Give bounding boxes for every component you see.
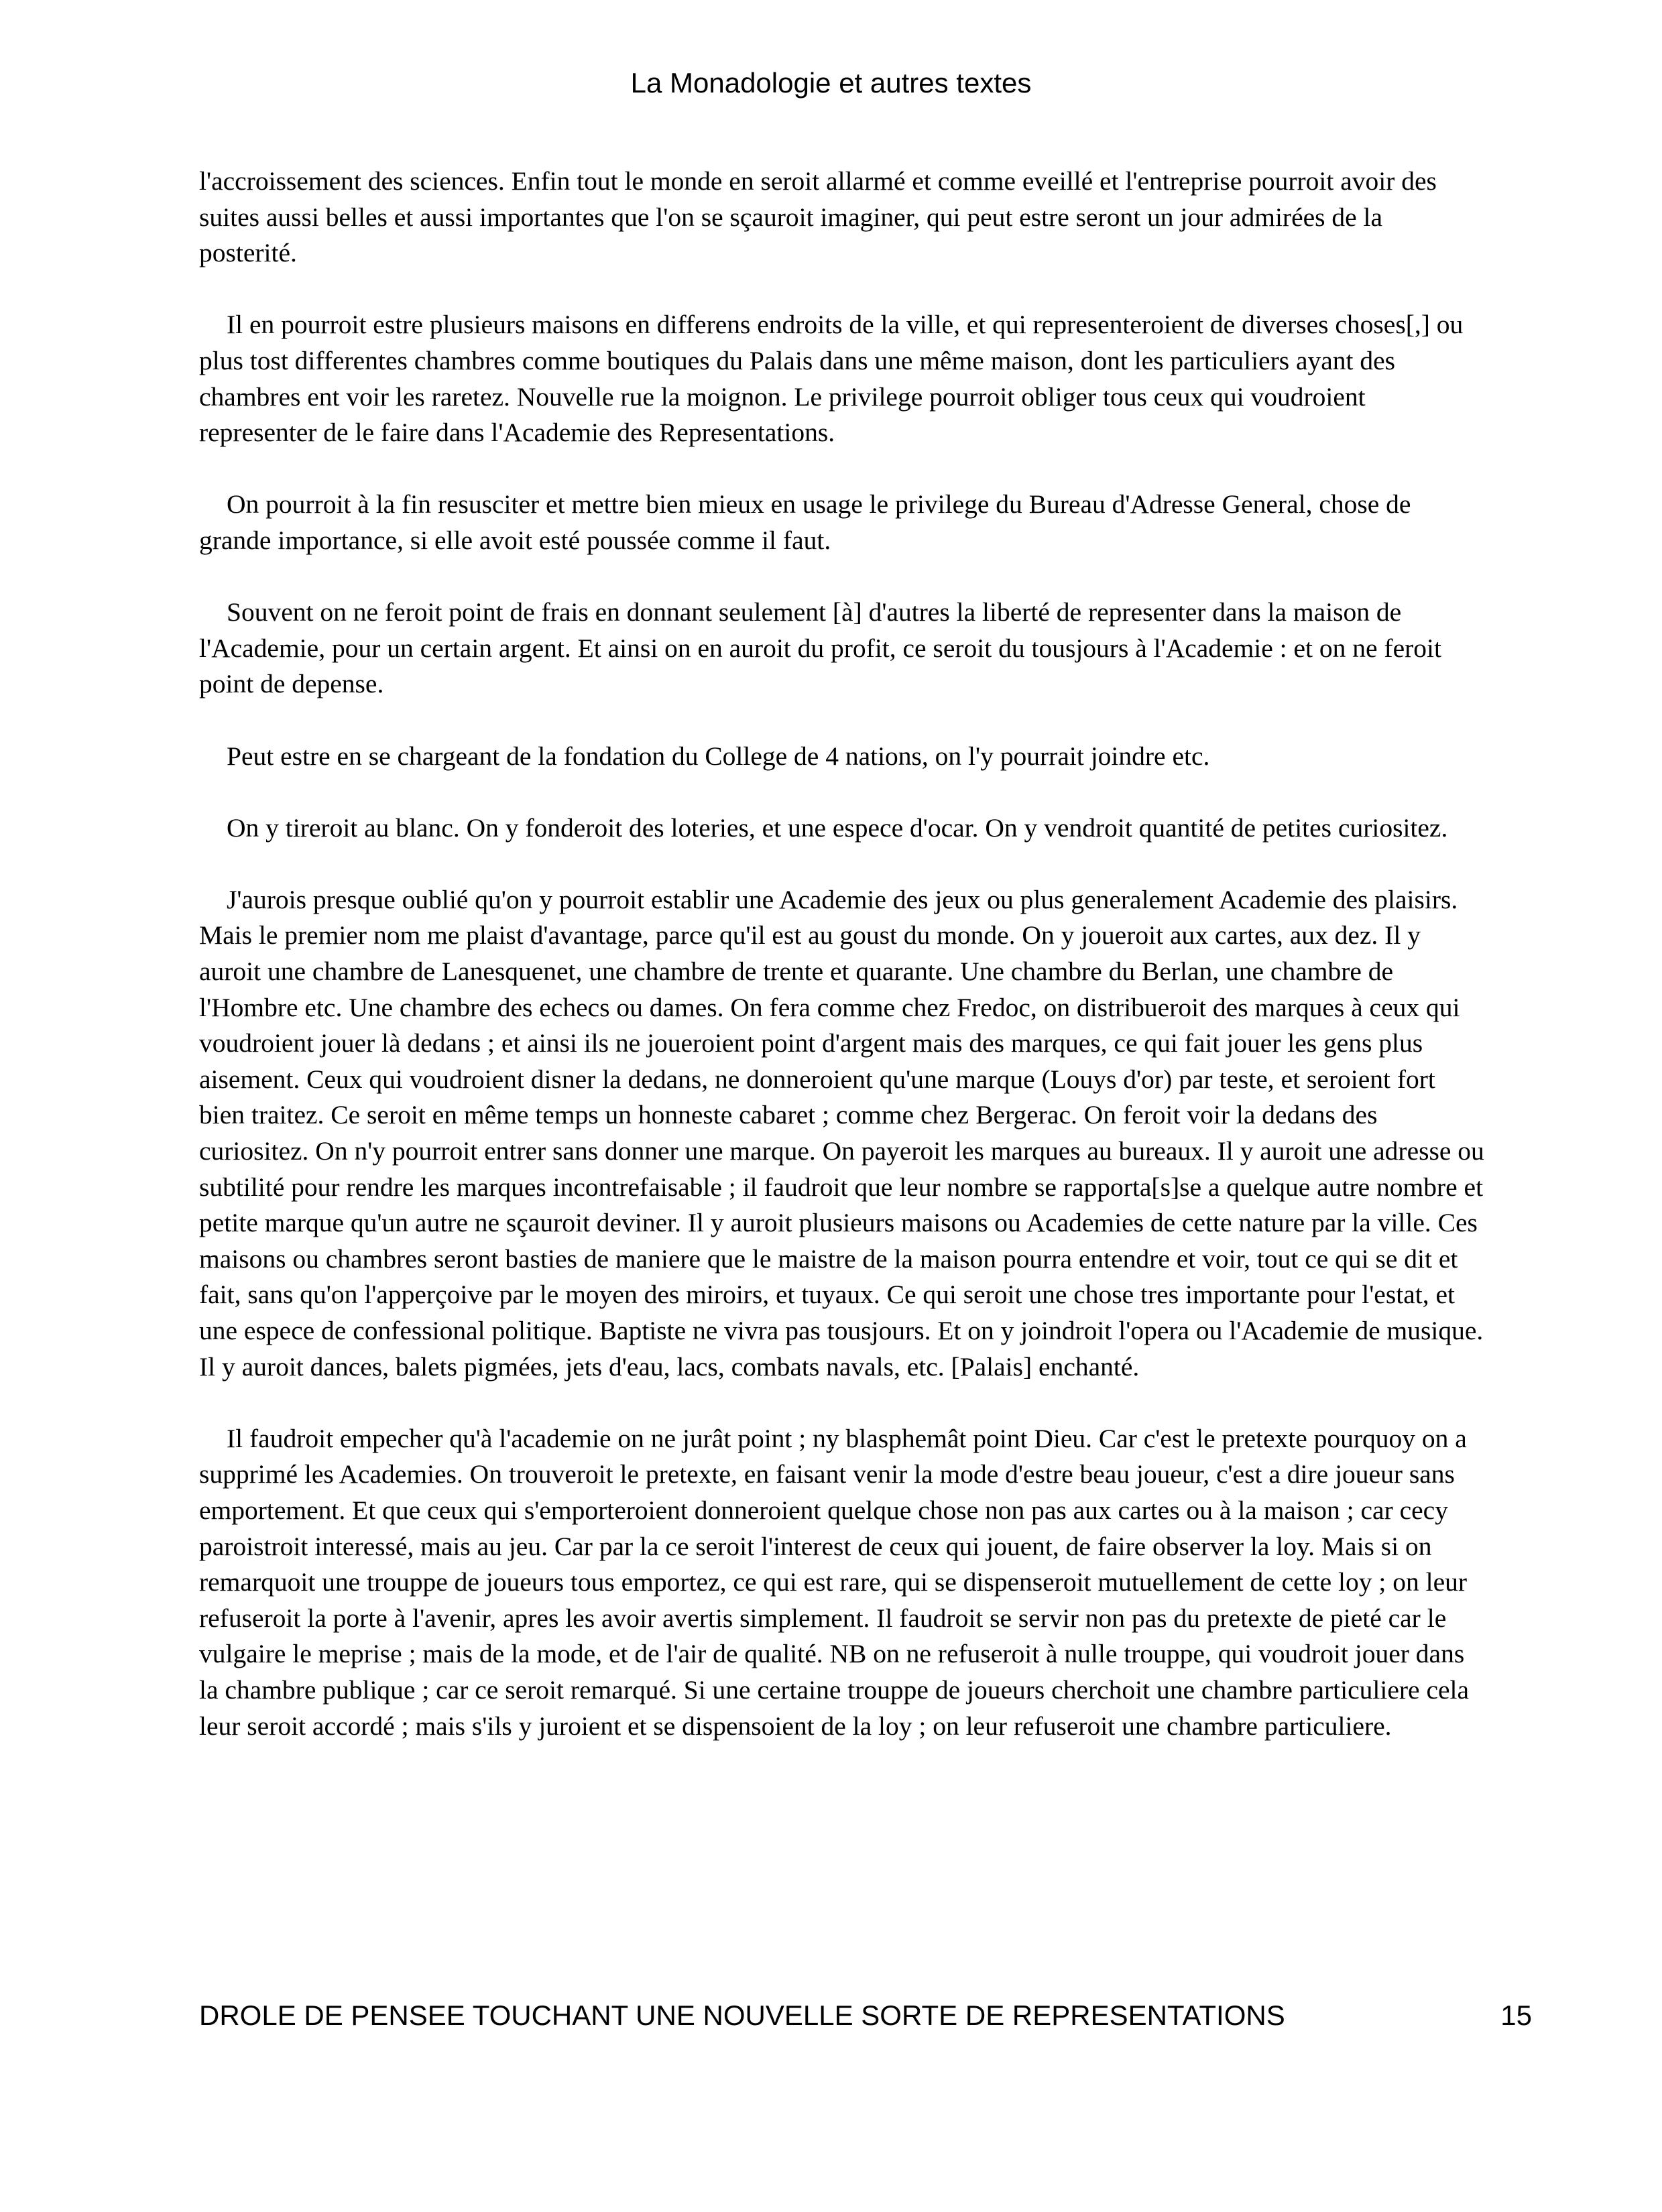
page-number: 15 — [1500, 2000, 1532, 2031]
paragraph-1: l'accroissement des sciences. Enfin tout le monde en seroit allarmé et comme eveillé et l'entreprise pourroit avoir des suites aussi belles et aussi importantes que l'on se sçauroit imaginer, qui peut estre seront un jour admirées de la posterité. — [199, 166, 1437, 268]
paragraph-8: Il faudroit empecher qu'à l'academie on ne jurât point ; ny blasphemât point Dieu. Car c'est le pretexte pourquoy on a supprimé les Academies. On trouveroit le pretexte, en faisant venir la mode d'estre beau joueur, c'est a dire joueur sans emportement. Et que ceux qui s'emporteroient donneroient quelque chose non pas aux cartes ou à la maison ; car cecy paroistroit interessé, mais au jeu. Car par la ce seroit l'interest de ceux qui jouent, de faire observer la loy. Mais si on remarquoit une trouppe de joueurs tous emportez, ce qui est rare, qui se dispenseroit mutuellement de cette loy ; on leur refuseroit la porte à l'avenir, apres les avoir avertis simplement. Il faudroit se servir non pas du pretexte de pieté car le vulgaire le meprise ; mais de la mode, et de l'air de qualité. NB on ne refuseroit à nulle trouppe, qui voudroit jouer dans la chambre publique ; car ce seroit remarqué. Si une certaine trouppe de joueurs cherchoit une chambre particuliere cela leur seroit accordé ; mais s'ils y juroient et se dispensoient de la loy ; on leur refuseroit une chambre particuliere. — [199, 1423, 1470, 1741]
book-title: La Monadologie et autres textes — [630, 67, 1032, 99]
body-text — [199, 164, 1485, 1780]
paragraph-4: Souvent on ne feroit point de frais en donnant seulement [à] d'autres la liberté de representer dans la maison de l'Academie, pour un certain argent. Et ainsi on en auroit du profit, ce seroit du tousjours à l'Academie : et on ne feroit point de depense. — [199, 597, 1441, 699]
paragraph-6: On y tireroit au blanc. On y fonderoit des loteries, et une espece d'ocar. On y vendroit quantité de petites curiositez. — [227, 812, 1448, 843]
paragraph-3: On pourroit à la fin resusciter et mettre bien mieux en usage le privilege du Bureau d'Adresse General, chose de grande importance, si elle avoit esté poussée comme il faut. — [199, 489, 1411, 555]
paragraph-5: Peut estre en se chargeant de la fondation du College de 4 nations, on l'y pourrait joindre etc. — [227, 741, 1210, 771]
paragraph-7: J'aurois presque oublié qu'on y pourroit establir une Academie des jeux ou plus generalement Academie des plaisirs. Mais le premier nom me plaist d'avantage, parce qu'il est au goust du monde. On y joueroit aux cartes, aux dez. Il y auroit une chambre de Lanesquenet, une chambre de trente et quarante. Une chambre du Berlan, une chambre de l'Hombre etc. Une chambre des echecs ou dames. On fera comme chez Fredoc, on distribueroit des marques à ceux qui voudroient jouer là dedans ; et ainsi ils ne joueroient point d'argent mais des marques, ce qui fait jouer les gens plus aisement. Ceux qui voudroient disner la dedans, ne donneroient qu'une marque (Louys d'or) par teste, et seroient fort bien traitez. Ce seroit en même temps un honneste cabaret ; comme chez Bergerac. On feroit voir la dedans des curiositez. On n'y pourroit entrer sans donner une marque. On payeroit les marques au bureaux. Il y auroit une adresse ou subtilité pour rendre les marques incontrefaisable ; il faudroit que leur nombre se rapporta[s]se a quelque autre nombre et petite marque qu'un autre ne sçauroit deviner. Il y auroit plusieurs maisons ou Academies de cette nature par la ville. Ces maisons ou chambres seront basties de maniere que le maistre de la maison pourra entendre et voir, tout ce qui se dit et fait, sans qu'on l'apperçoive par le moyen des miroirs, et tuyaux. Ce qui seroit une chose tres importante pour l'estat, et une espece de confessional politique. Baptiste ne vivra pas tousjours. Et on y joindroit l'opera ou l'Academie de musique. Il y auroit dances, balets pigmées, jets d'eau, lacs, combats navals, etc. [Palais] enchanté. — [199, 884, 1484, 1381]
running-header — [0, 66, 1662, 101]
chapter-title: DROLE DE PENSEE TOUCHANT UNE NOUVELLE SORTE DE REPRESENTATIONS — [199, 2000, 1285, 2031]
paragraph-2: Il en pourroit estre plusieurs maisons en differens endroits de la ville, et qui representeroient de diverses choses[,] ou plus tost differentes chambres comme boutiques du Palais dans une même maison, dont les particuliers ayant des chambres ent voir les raretez. Nouvelle rue la moignon. Le privilege pourroit obliger tous ceux qui voudroient representer de le faire dans l'Academie des Representations. — [199, 310, 1464, 448]
